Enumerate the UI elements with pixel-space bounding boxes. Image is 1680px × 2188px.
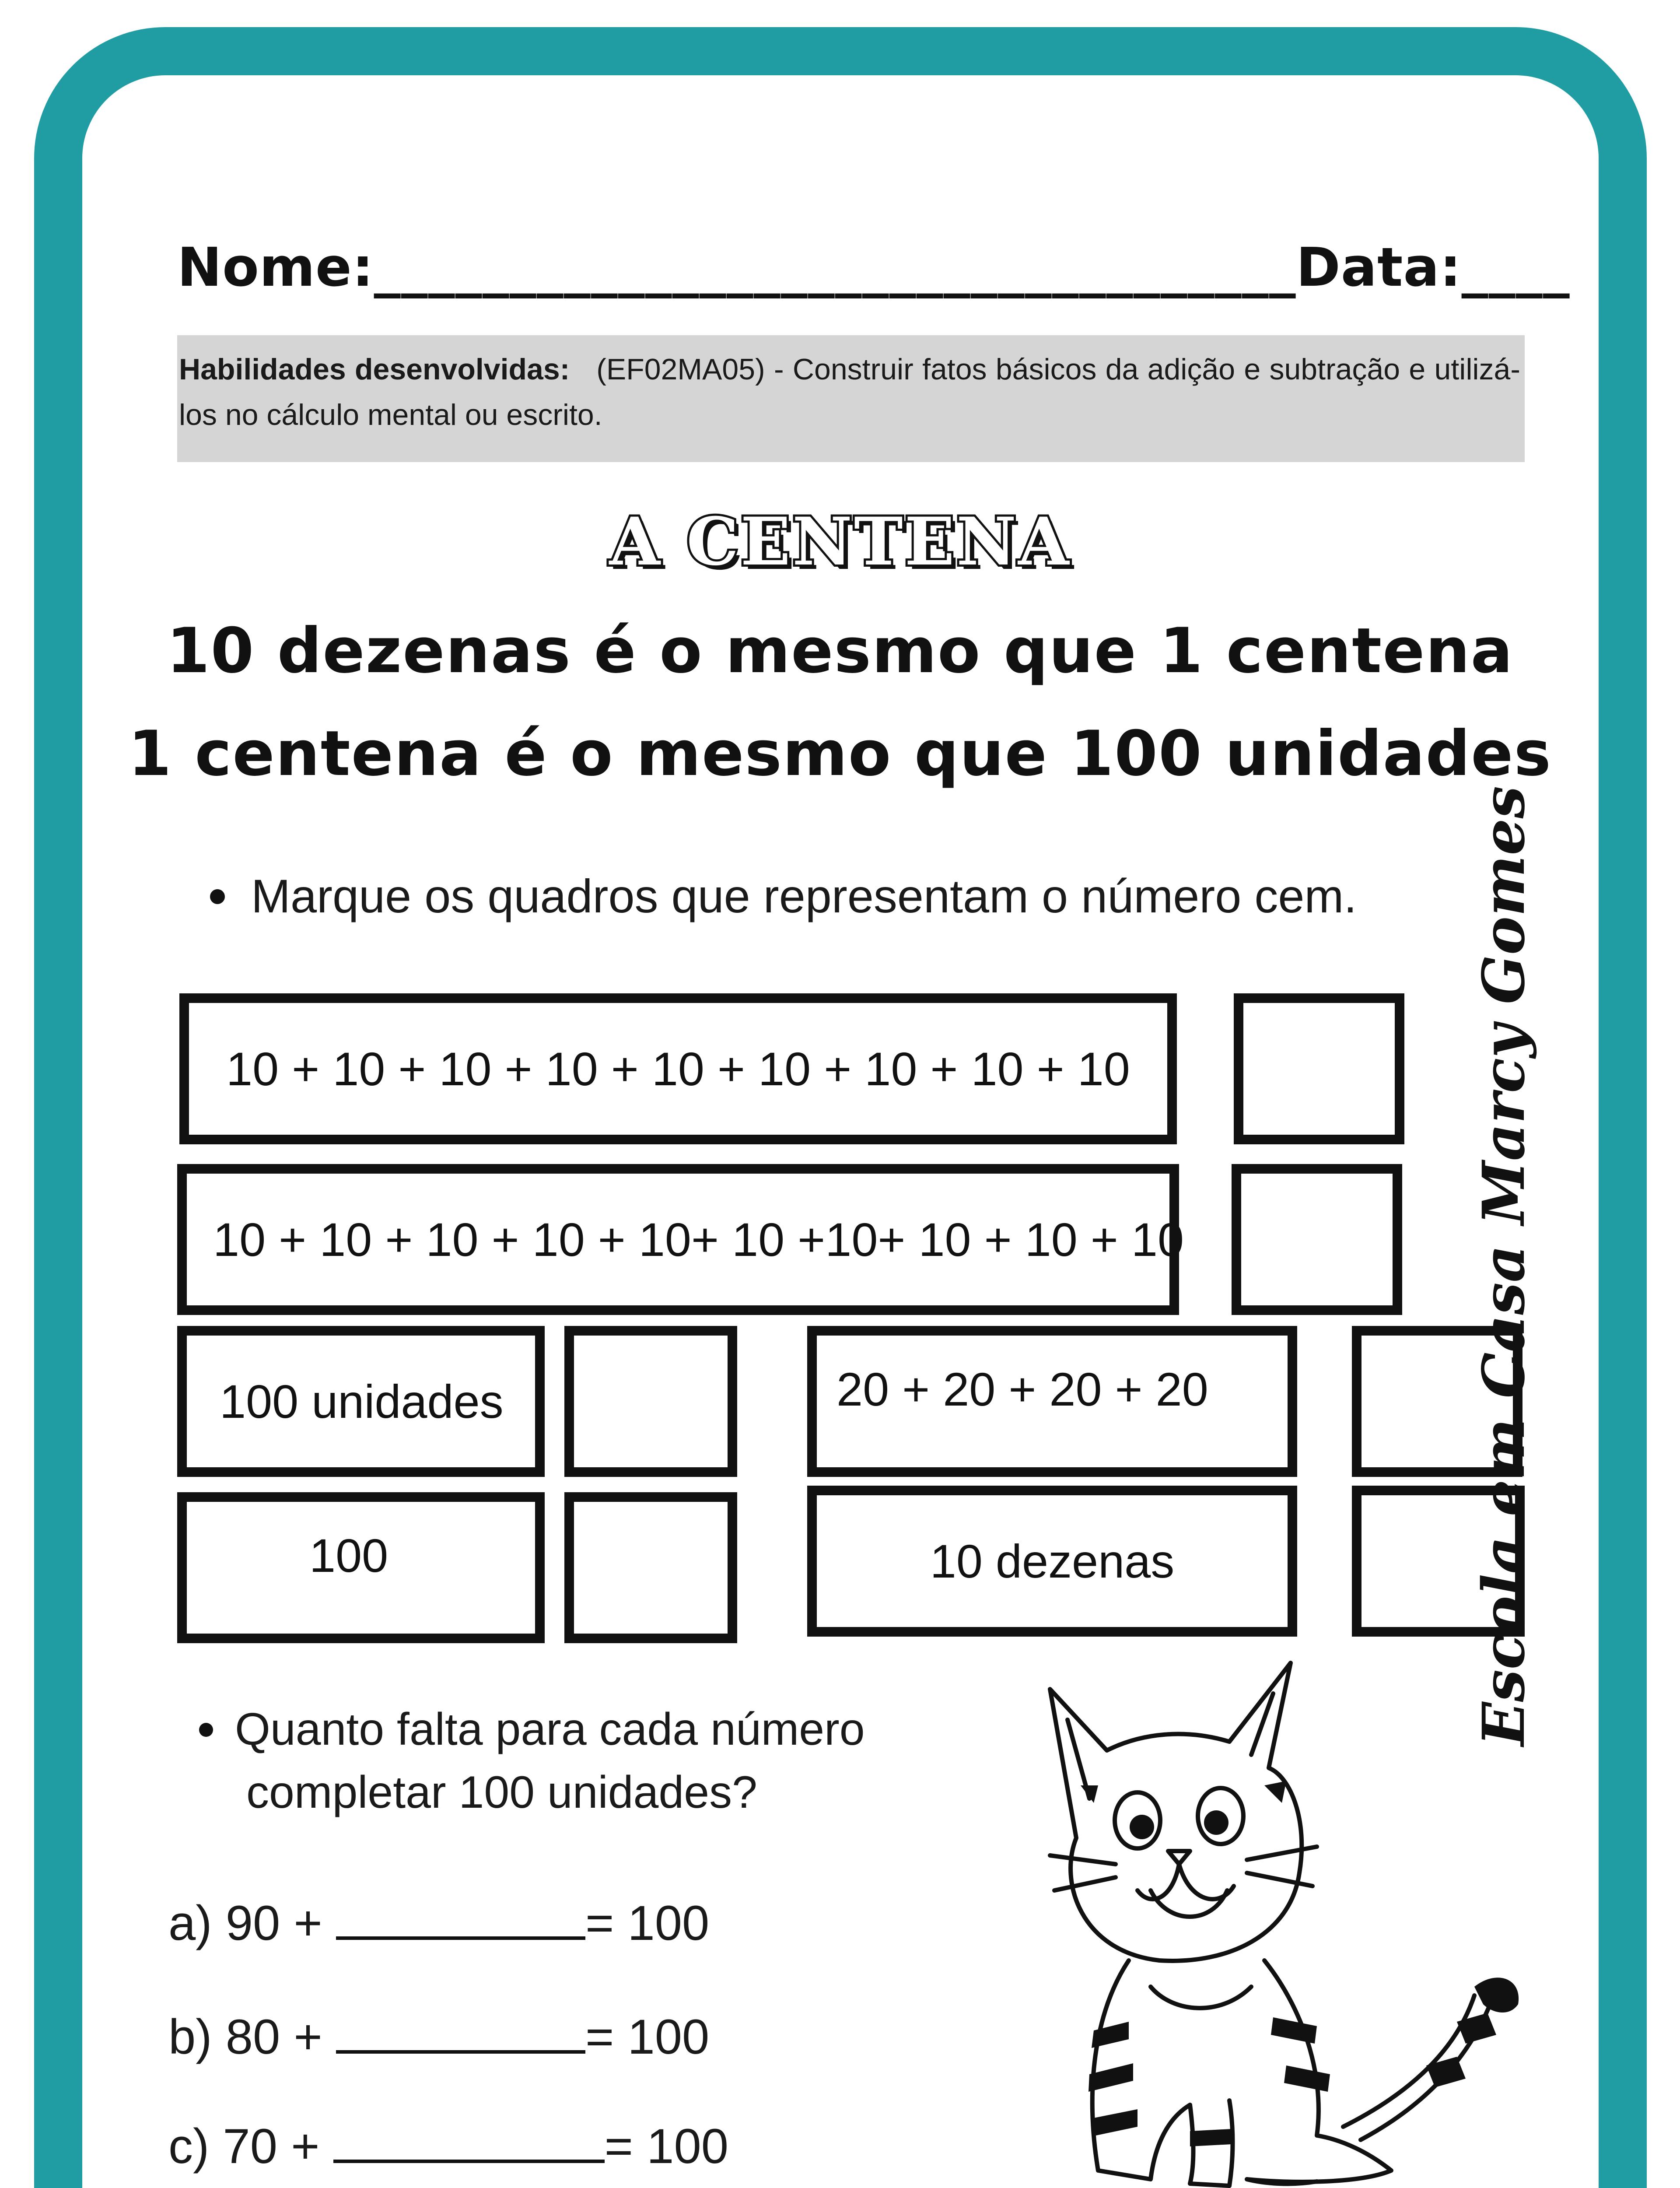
skills-label: Habilidades desenvolvidas: — [179, 353, 570, 386]
cat-body-right — [1247, 1960, 1391, 2182]
answer-label-b: b) 80 + — [168, 2009, 322, 2064]
date-field[interactable]: ____ — [1461, 236, 1570, 298]
skills-box — [177, 335, 1525, 462]
option-text-3: 100 unidades — [220, 1375, 504, 1428]
answer-blank-b[interactable] — [336, 2011, 585, 2054]
option-text-4: 20 + 20 + 20 + 20 — [836, 1363, 1208, 1416]
name-date-row — [177, 236, 1570, 298]
answer-blank-a[interactable] — [336, 1897, 585, 1940]
option-box-4 — [807, 1326, 1297, 1477]
instruction-2 — [199, 1698, 865, 1824]
instruction-2-line-2: completar 100 unidades? — [246, 1767, 757, 1818]
answer-result-c: = 100 — [604, 2119, 729, 2174]
answer-result-a: = 100 — [585, 1896, 710, 1950]
answer-result-b: = 100 — [585, 2009, 710, 2064]
answer-row-c — [168, 2118, 728, 2174]
answer-row-a — [168, 1895, 709, 1951]
option-text-1: 10 + 10 + 10 + 10 + 10 + 10 + 10 + 10 + 10 — [226, 1042, 1130, 1095]
option-text-5: 100 — [309, 1529, 388, 1582]
answer-label-c: c) 70 + — [168, 2119, 320, 2174]
checkbox-5[interactable] — [564, 1492, 737, 1643]
instruction-1-text: Marque os quadros que representam o número cem. — [251, 870, 1357, 922]
answer-blank-c[interactable] — [333, 2120, 605, 2163]
rule-line-2: 1 centena é o mesmo que 100 unidades — [128, 718, 1552, 790]
option-text-2: 10 + 10 + 10 + 10 + 10+ 10 +10+ 10 + 10 + 10 — [213, 1213, 1184, 1266]
name-label: Nome: — [177, 236, 374, 298]
answer-row-b — [168, 2009, 709, 2065]
name-field[interactable]: __________________________________ — [374, 236, 1296, 298]
date-label: Data: — [1296, 236, 1462, 298]
option-box-1 — [179, 993, 1177, 1144]
checkbox-1[interactable] — [1234, 993, 1404, 1144]
instruction-2-line-1: Quanto falta para cada número — [235, 1704, 865, 1755]
option-text-6: 10 dezenas — [930, 1535, 1175, 1588]
skills-text: (EF02MA05) - Construir fatos básicos da adição e subtração e utilizá-los no cálculo mental ou escrito. — [179, 353, 1520, 431]
bullet-icon — [199, 1723, 213, 1737]
page-title: A CENTENA — [609, 503, 1071, 580]
checkbox-2[interactable] — [1232, 1164, 1402, 1315]
side-watermark: Escola em Casa Marcy Gomes — [1470, 786, 1538, 1746]
option-box-3 — [177, 1326, 545, 1477]
bullet-icon — [210, 889, 225, 904]
option-box-2 — [177, 1164, 1184, 1315]
checkbox-3[interactable] — [564, 1326, 737, 1477]
rule-line-1: 10 dezenas é o mesmo que 1 centena — [166, 615, 1514, 687]
answer-label-a: a) 90 + — [168, 1896, 322, 1950]
instruction-1 — [210, 869, 1357, 923]
option-box-5 — [177, 1492, 545, 1643]
option-box-6 — [807, 1486, 1297, 1637]
cat-illustration — [984, 1654, 1536, 2188]
